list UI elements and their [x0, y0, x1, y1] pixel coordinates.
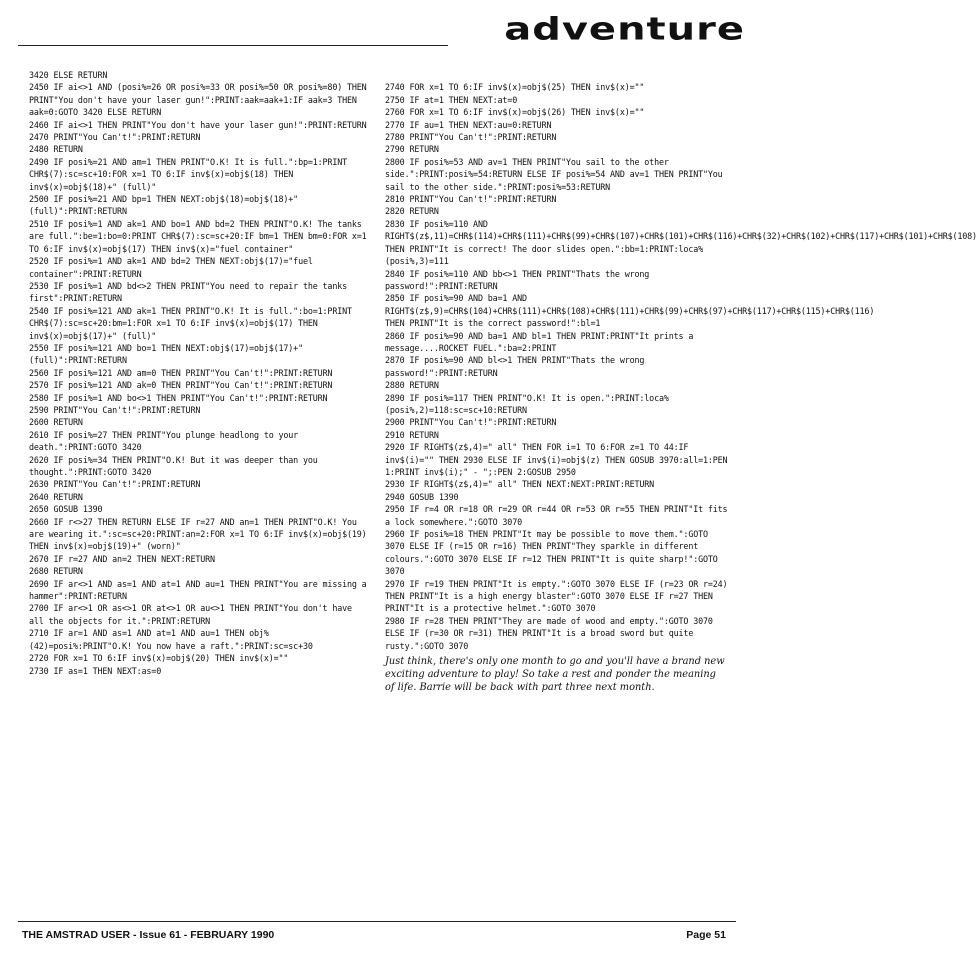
code-line: 2810 PRINT"You Can't!":PRINT:RETURN	[385, 194, 557, 205]
code-line: 2780 PRINT"You Can't!":PRINT:RETURN	[385, 132, 557, 143]
code-line: 2840 IF posi%=110 AND bb<>1 THEN PRINT"Thats the wrong password!":PRINT:RETURN	[385, 268, 655, 291]
code-line: 2520 IF posi%=1 AND ak=1 AND bd=2 THEN NEXT:obj$(17)="fuel container":PRINT:RETURN	[29, 256, 318, 279]
code-line: 2630 PRINT"You Can't!":PRINT:RETURN	[29, 479, 201, 490]
code-line: 2890 IF posi%=117 THEN PRINT"O.K! It is open.":PRINT:loca%(posi%,2)=118:sc=sc+10:RETURN	[385, 392, 669, 415]
code-line: 2960 IF posi%=18 THEN PRINT"It may be possible to move them.":GOTO 3070 ELSE IF (r=15 OR r=16) THEN PRINT"They sparkle in different colours.":GOTO 3070 ELSE IF r=12 THEN PRINT"It is quite sharp!":GOTO 3070	[385, 529, 723, 577]
code-line: 2920 IF RIGHT$(z$,4)=" all" THEN FOR i=1 TO 6:FOR z=1 TO 44:IF inv$(i)="" THEN 2930 ELSE IF inv$(i)=obj$(z) THEN GOSUB 3970:all=1:PEN 1:PRINT inv$(i);" - ";:PEN 2:GOSUB 2950	[385, 442, 733, 477]
code-line: 2670 IF r=27 AND an=2 THEN NEXT:RETURN	[29, 553, 215, 564]
code-line: 2720 FOR x=1 TO 6:IF inv$(x)=obj$(20) THEN inv$(x)=""	[29, 653, 289, 664]
code-line: 2980 IF r=28 THEN PRINT"They are made of wood and empty.":GOTO 3070 ELSE IF (r=30 OR r=31) THEN PRINT"It is a broad sword but quite rusty.":GOTO 3070	[385, 615, 718, 651]
code-line: 2740 FOR x=1 TO 6:IF inv$(x)=obj$(25) THEN inv$(x)=""	[385, 82, 645, 93]
code-line: 2870 IF posi%=90 AND bl<>1 THEN PRINT"Thats the wrong password!":PRINT:RETURN	[385, 355, 650, 378]
code-line: 2490 IF posi%=21 AND am=1 THEN PRINT"O.K! It is full.":bp=1:PRINT CHR$(7):sc=sc+10:FOR x=1 TO 6:IF inv$(x)=obj$(18) THEN inv$(x)=obj$(18)+" (full)"	[29, 156, 352, 192]
code-line: 2500 IF posi%=21 AND bp=1 THEN NEXT:obj$(18)=obj$(18)+" (full)":PRINT:RETURN	[29, 194, 303, 217]
code-line: 2970 IF r=19 THEN PRINT"It is empty.":GOTO 3070 ELSE IF (r=23 OR r=24) THEN PRINT"It is a high energy blaster":GOTO 3070 ELSE IF r=27 THEN PRINT"It is a protective helmet.":GOTO 3070	[385, 578, 733, 614]
code-line: 3420 ELSE RETURN	[29, 70, 108, 80]
code-line: 2460 IF ai<>1 THEN PRINT"You don't have your laser gun!":PRINT:RETURN	[29, 119, 367, 130]
code-line: 2950 IF r=4 OR r=18 OR r=29 OR r=44 OR r=53 OR r=55 THEN PRINT"It fits a lock somewhere.":GOTO 3070	[385, 504, 733, 527]
code-line: 2450 IF ai<>1 AND (posi%=26 OR posi%=33 OR posi%=50 OR posi%=80) THEN PRINT"You don't have your laser gun!":PRINT:aak=aak+1:IF aak=3 THEN aak=0:GOTO 3420 ELSE RETURN	[29, 82, 372, 118]
code-line: 2560 IF posi%=121 AND am=0 THEN PRINT"You Can't!":PRINT:RETURN	[29, 367, 333, 378]
code-line: 2910 RETURN	[385, 429, 439, 440]
code-line: 2480 RETURN	[29, 144, 83, 155]
code-line: 2580 IF posi%=1 AND bo<>1 THEN PRINT"You Can't!":PRINT:RETURN	[29, 392, 328, 403]
code-line: 2880 RETURN	[385, 380, 439, 391]
footer-magazine-info: THE AMSTRAD USER - Issue 61 - FEBRUARY 1990	[22, 929, 275, 941]
code-line: 2550 IF posi%=121 AND bo=1 THEN NEXT:obj$(17)=obj$(17)+" (full)":PRINT:RETURN	[29, 342, 308, 366]
code-line: 2900 PRINT"You Can't!":PRINT:RETURN	[385, 417, 557, 428]
code-line: 2760 FOR x=1 TO 6:IF inv$(x)=obj$(26) THEN inv$(x)=""	[385, 107, 645, 118]
right-code-column	[385, 69, 977, 694]
code-line: 2770 IF au=1 THEN NEXT:au=0:RETURN	[385, 119, 552, 130]
code-line: 2820 RETURN	[385, 206, 439, 217]
footer-page-number: Page 51	[686, 929, 726, 941]
code-line: 2800 IF posi%=53 AND av=1 THEN PRINT"You sail to the other side.":PRINT:posi%=54:RETURN ELSE IF posi%=54 AND av=1 THEN PRINT"You sail to the other side.":PRINT:posi%=53:RETURN	[385, 156, 728, 192]
header-rule	[18, 45, 448, 46]
code-line: 2730 IF as=1 THEN NEXT:as=0	[29, 665, 162, 676]
code-line: 2700 IF ar<>1 OR as<>1 OR at<>1 OR au<>1 THEN PRINT"You don't have all the objects for it.":PRINT:RETURN	[29, 603, 357, 626]
code-line: 2530 IF posi%=1 AND bd<>2 THEN PRINT"You need to repair the tanks first":PRINT:RETURN	[29, 280, 352, 304]
code-line: 2710 IF ar=1 AND as=1 AND at=1 AND au=1 THEN obj%(42)=posi%:PRINT"O.K! You now have a raft.":PRINT:sc=sc+30	[29, 628, 313, 651]
section-title: adventure	[504, 11, 745, 48]
code-line: 2850 IF posi%=90 AND ba=1 AND RIGHT$(z$,9)=CHR$(104)+CHR$(111)+CHR$(108)+CHR$(111)+CHR$(99)+CHR$(97)+CHR$(117)+CHR$(115)+CHR$(116) THEN PRINT"It is the correct password!":bl=1	[385, 293, 880, 329]
closing-note: Just think, there's only one month to go and you'll have a brand new exciting adventure to play! So take a rest and ponder the meaning of life. Barrie will be back with part three next month.	[385, 656, 725, 694]
code-line: 2600 RETURN	[29, 417, 83, 428]
code-line: 2540 IF posi%=121 AND ak=1 THEN PRINT"O.K! It is full.":bo=1:PRINT CHR$(7):sc=sc+20:bm=1:FOR x=1 TO 6:IF inv$(x)=obj$(17) THEN inv$(x)=obj$(17)+" (full)"	[29, 305, 357, 341]
footer-rule	[18, 921, 736, 922]
code-line: 2680 RETURN	[29, 566, 83, 577]
code-line: 2750 IF at=1 THEN NEXT:at=0	[385, 94, 518, 105]
code-line: 2610 IF posi%=27 THEN PRINT"You plunge headlong to your death.":PRINT:GOTO 3420	[29, 429, 303, 453]
code-line: 2690 IF ar<>1 AND as=1 AND at=1 AND au=1 THEN PRINT"You are missing a hammer":PRINT:RETURN	[29, 578, 372, 602]
code-line: 2930 IF RIGHT$(z$,4)=" all" THEN NEXT:NEXT:PRINT:RETURN	[385, 479, 655, 490]
code-line: 2620 IF posi%=34 THEN PRINT"O.K! But it was deeper than you thought.":PRINT:GOTO 3420	[29, 454, 323, 477]
code-line: 2830 IF posi%=110 AND RIGHT$(z$,11)=CHR$(114)+CHR$(111)+CHR$(99)+CHR$(107)+CHR$(101)+CHR$(116)+CHR$(32)+CHR$(102)+CHR$(117)+CHR$(101)+CHR$(108) THEN PRINT"It is correct! The door slides open.":bb=1:PRINT:loca%(posi%,3)=111	[385, 218, 977, 267]
code-line: 2510 IF posi%=1 AND ak=1 AND bo=1 AND bd=2 THEN PRINT"O.K! The tanks are full.":be=1:bo=0:PRINT CHR$(7):sc=sc+20:IF bm=1 THEN bm=0:FOR x=1 TO 6:IF inv$(x)=obj$(17) THEN inv$(x)="fuel container"	[29, 218, 372, 254]
left-code-column	[29, 69, 372, 677]
code-line: 2660 IF r<>27 THEN RETURN ELSE IF r=27 AND an=1 THEN PRINT"O.K! You are wearing it.":sc=sc+20:PRINT:an=2:FOR x=1 TO 6:IF inv$(x)=obj$(19) THEN inv$(x)=obj$(19)+" (worn)"	[29, 516, 372, 552]
code-line: 2790 RETURN	[385, 144, 439, 155]
code-line: 2470 PRINT"You Can't!":PRINT:RETURN	[29, 132, 201, 143]
code-line: 2590 PRINT"You Can't!":PRINT:RETURN	[29, 404, 201, 415]
code-line: 2860 IF posi%=90 AND ba=1 AND bl=1 THEN PRINT:PRINT"It prints a message....ROCKET FUEL.":ba=2:PRINT	[385, 330, 699, 353]
code-line: 2940 GOSUB 1390	[385, 491, 459, 502]
code-line: 2570 IF posi%=121 AND ak=0 THEN PRINT"You Can't!":PRINT:RETURN	[29, 380, 333, 391]
code-line: 2650 GOSUB 1390	[29, 504, 103, 515]
code-line: 2640 RETURN	[29, 491, 83, 502]
